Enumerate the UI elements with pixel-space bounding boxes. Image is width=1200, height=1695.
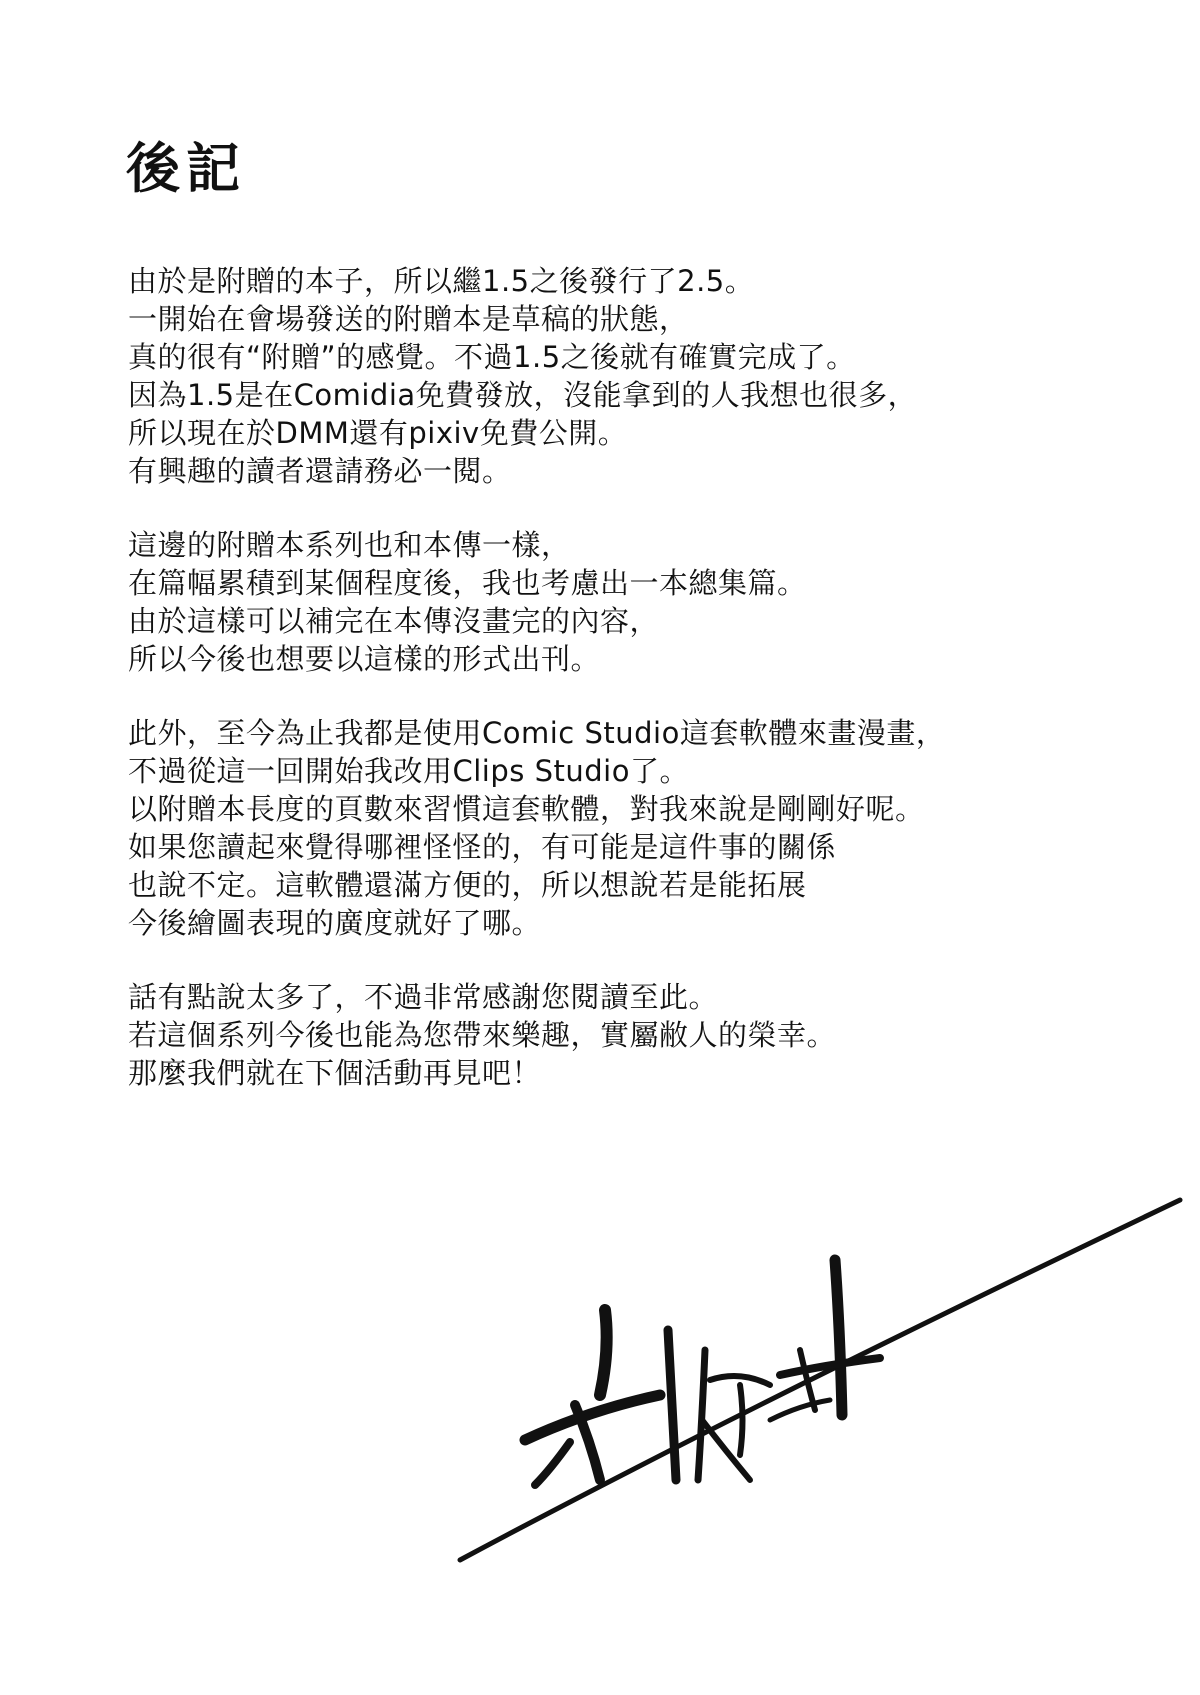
paragraph-3 xyxy=(128,714,1088,942)
text-line: 如果您讀起來覺得哪裡怪怪的，有可能是這件事的關係 xyxy=(128,830,837,864)
page-title: 後記 xyxy=(126,137,246,200)
text-line: 若這個系列今後也能為您帶來樂趣，實屬敝人的榮幸。 xyxy=(128,1018,837,1052)
paragraph-2 xyxy=(128,526,1088,678)
handwritten-signature-icon xyxy=(440,1180,1200,1600)
paragraph-4 xyxy=(128,978,1088,1092)
text-line: 那麼我們就在下個活動再見吧！ xyxy=(128,1056,542,1090)
text-line: 有興趣的讀者還請務必一閱。 xyxy=(128,454,512,488)
text-line: 這邊的附贈本系列也和本傳一樣， xyxy=(128,528,571,562)
text-line: 今後繪圖表現的廣度就好了哪。 xyxy=(128,906,542,940)
text-line: 不過從這一回開始我改用Clips Studio了。 xyxy=(128,754,689,788)
text-line: 以附贈本長度的頁數來習慣這套軟體，對我來說是剛剛好呢。 xyxy=(128,792,925,826)
text-line: 此外，至今為止我都是使用Comic Studio這套軟體來畫漫畫， xyxy=(128,716,946,750)
afterword-body xyxy=(128,262,1088,1126)
text-line: 因為1.5是在Comidia免費發放，沒能拿到的人我想也很多， xyxy=(128,378,918,412)
text-line: 也說不定。這軟體還滿方便的，所以想說若是能拓展 xyxy=(128,868,807,902)
text-line: 由於這樣可以補完在本傳沒畫完的內容， xyxy=(128,604,660,638)
text-line: 話有點說太多了，不過非常感謝您閱讀至此。 xyxy=(128,980,719,1014)
text-line: 所以現在於DMM還有pixiv免費公開。 xyxy=(128,416,628,450)
text-line: 所以今後也想要以這樣的形式出刊。 xyxy=(128,642,601,676)
text-line: 一開始在會場發送的附贈本是草稿的狀態， xyxy=(128,302,689,336)
text-line: 在篇幅累積到某個程度後，我也考慮出一本總集篇。 xyxy=(128,566,807,600)
paragraph-1 xyxy=(128,262,1088,490)
text-line: 由於是附贈的本子，所以繼1.5之後發行了2.5。 xyxy=(128,264,755,298)
text-line: 真的很有“附贈”的感覺。不過1.5之後就有確實完成了。 xyxy=(128,340,856,374)
